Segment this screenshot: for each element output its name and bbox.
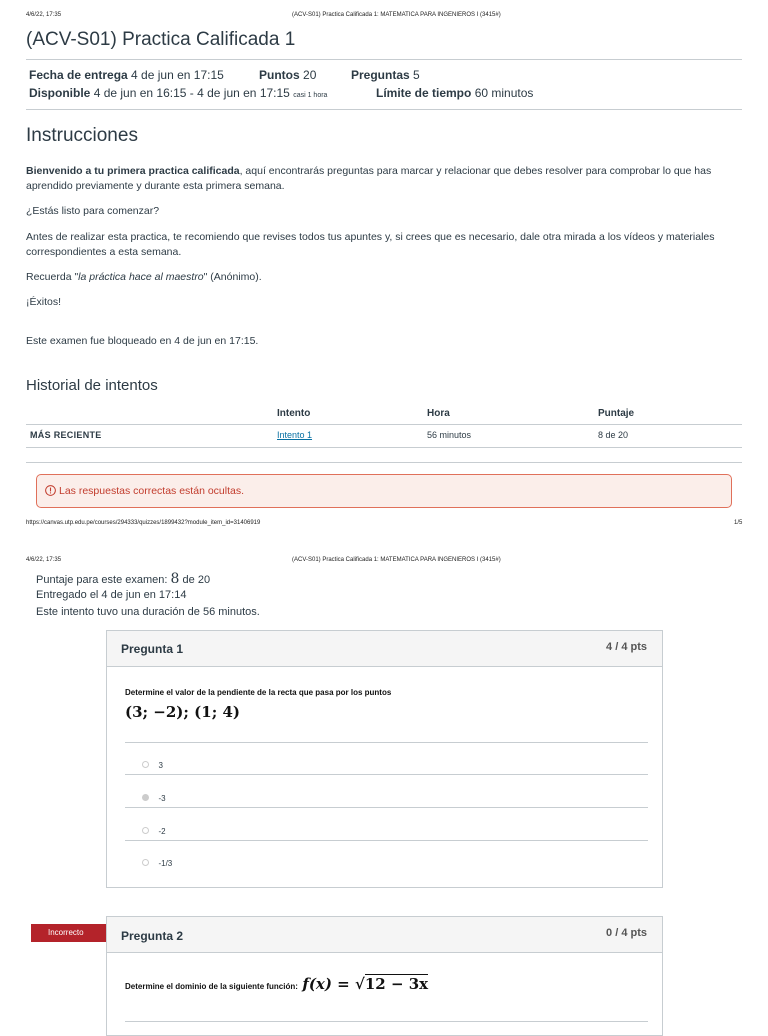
quote-pre: Recuerda "	[26, 271, 79, 283]
quiz-meta-row-1	[29, 68, 224, 82]
history-row-label: MÁS RECIENTE	[30, 430, 102, 440]
points-meta	[259, 68, 316, 82]
time-limit-value: 60 minutos	[474, 86, 534, 100]
due-label: Fecha de entrega	[29, 68, 128, 82]
question-2-header	[107, 917, 662, 953]
time-limit-meta	[376, 86, 533, 100]
sqrt-symbol: √	[354, 975, 365, 993]
questions-value: 5	[413, 68, 420, 82]
quiz-title: (ACV-S01) Practica Calificada 1	[26, 29, 296, 50]
history-row-divider	[26, 447, 742, 448]
incorrect-badge	[31, 924, 109, 942]
question-2-card	[106, 916, 663, 1036]
instructions-heading: Instrucciones	[26, 125, 138, 146]
answer-option-3[interactable]	[142, 821, 442, 839]
history-col-attempt: Intento	[277, 408, 311, 419]
score-label: Puntaje para este examen:	[36, 574, 168, 586]
score-summary	[36, 571, 210, 587]
radio-button[interactable]	[142, 761, 149, 768]
answer-label: -1/3	[158, 859, 173, 868]
question-2-text: Determine el dominio de la siguiente función:	[125, 982, 298, 991]
answer-option-2-selected[interactable]	[142, 788, 442, 806]
print-page-number: 1/5	[734, 520, 743, 526]
score-value: 8	[170, 571, 180, 587]
question-1-text: Determine el valor de la pendiente de la recta que pasa por los puntos	[125, 688, 392, 697]
history-col-time: Hora	[427, 408, 450, 419]
radio-button-selected[interactable]	[142, 794, 149, 801]
quote-post: " (Anónimo).	[203, 271, 262, 283]
history-row-time: 56 minutos	[427, 430, 472, 440]
history-heading: Historial de intentos	[26, 377, 158, 394]
answer-divider	[125, 742, 648, 743]
question-1-math: (3; −2); (1; 4)	[125, 703, 240, 721]
question-2-math-fx: f(x) =	[302, 975, 355, 993]
question-2-points: 0 / 4 pts	[606, 927, 647, 939]
duration-text: Este intento tuvo una duración de 56 minutos.	[36, 606, 260, 618]
alert-text: Las respuestas correctas están ocultas.	[59, 485, 245, 497]
divider	[26, 109, 742, 110]
answer-option-4[interactable]	[142, 853, 442, 871]
available-note: casi 1 hora	[293, 92, 328, 99]
questions-meta	[351, 68, 420, 82]
history-col-score: Puntaje	[598, 408, 635, 419]
answer-divider	[125, 840, 648, 841]
incorrect-badge-label: Incorrecto	[48, 928, 84, 937]
print-doc-title-page-2: (ACV-S01) Practica Calificada 1: MATEMATICA PARA INGENIEROS I (3415#)	[292, 557, 501, 563]
instructions-paragraph-3: Antes de realizar esta practica, te recomiendo que revises todos tus apuntes y, si crees que es necesario, dale otra mirada a los vídeos y materiales correspondientes a esta semana.	[26, 231, 715, 258]
history-header-divider	[26, 424, 742, 425]
divider	[26, 59, 742, 60]
locked-notice: Este examen fue bloqueado en 4 de jun en 17:15.	[26, 335, 259, 347]
available-label: Disponible	[29, 86, 91, 100]
answer-divider	[125, 1021, 648, 1022]
quote-text: la práctica hace al maestro	[78, 271, 204, 283]
attempt-1-link[interactable]: Intento 1	[277, 430, 313, 440]
warning-icon	[45, 485, 56, 499]
instructions-welcome-rest: , aquí encontrarás preguntas para marcar y relacionar que debes resolver para comprobar lo que has aprendido previamente y durante esta primera semana.	[26, 165, 712, 192]
questions-label: Preguntas	[351, 68, 410, 82]
instructions-welcome-bold: Bienvenido a tu primera practica calificada	[26, 165, 240, 177]
time-limit-label: Límite de tiempo	[376, 86, 472, 100]
question-1-title: Pregunta 1	[121, 642, 184, 656]
question-1-card	[106, 630, 663, 888]
due-value: 4 de jun en 17:15	[131, 68, 224, 82]
answer-label: 3	[158, 761, 163, 770]
answer-label: -3	[158, 794, 166, 803]
instructions-paragraph-1	[26, 164, 746, 194]
divider	[26, 462, 742, 463]
answer-divider	[125, 774, 648, 775]
instructions-paragraph-4	[26, 270, 746, 285]
print-doc-title: (ACV-S01) Practica Calificada 1: MATEMATICA PARA INGENIEROS I (3415#)	[292, 12, 501, 18]
instructions-paragraph-5: ¡Éxitos!	[26, 296, 62, 308]
question-2-math-radicand: 12 − 3x	[364, 975, 429, 993]
hidden-answers-alert	[36, 474, 732, 508]
submitted-text: Entregado el 4 de jun en 17:14	[36, 589, 187, 601]
answer-option-1[interactable]	[142, 755, 442, 773]
history-row-score: 8 de 20	[598, 430, 629, 440]
points-label: Puntos	[259, 68, 300, 82]
radio-button[interactable]	[142, 827, 149, 834]
points-value: 20	[303, 68, 317, 82]
question-2-title: Pregunta 2	[121, 929, 184, 943]
print-date-page-2: 4/6/22, 17:35	[26, 557, 62, 563]
print-date: 4/6/22, 17:35	[26, 12, 62, 18]
score-total: de 20	[182, 574, 211, 586]
available-value: 4 de jun en 16:15 - 4 de jun en 17:15	[93, 86, 290, 100]
answer-divider	[125, 807, 648, 808]
question-1-header	[107, 631, 662, 667]
question-2-body	[125, 975, 428, 994]
radio-button[interactable]	[142, 859, 149, 866]
print-url: https://canvas.utp.edu.pe/courses/294333/quizzes/1899432?module_item_id=31406919	[26, 520, 261, 526]
answer-label: -2	[158, 827, 166, 836]
available-meta	[29, 86, 327, 100]
question-1-points: 4 / 4 pts	[606, 641, 647, 653]
instructions-paragraph-2: ¿Estás listo para comenzar?	[26, 205, 160, 217]
